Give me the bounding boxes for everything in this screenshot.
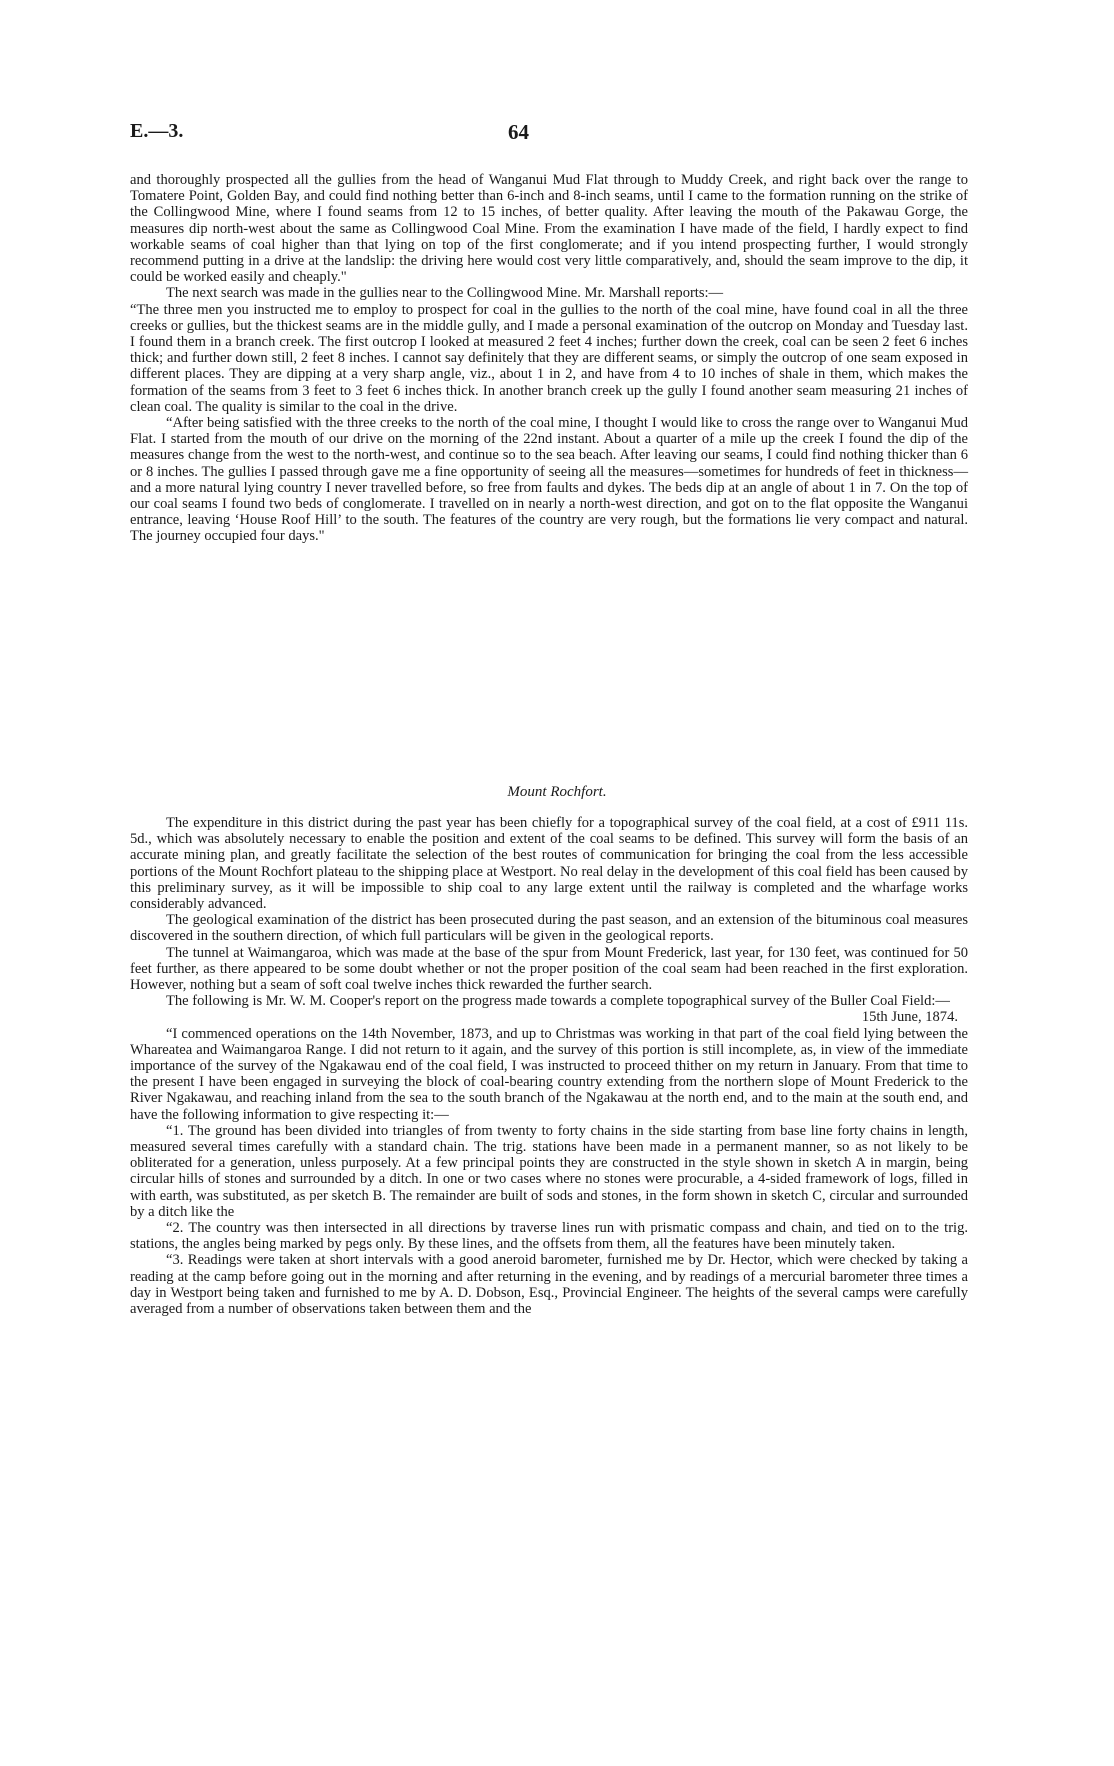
paragraph: “3. Readings were taken at short intervals with a good aneroid barometer, furnished me by Dr. Hector, which were checked by taking a reading at the camp before going out in the morning and after returning in the evening, and by readings of a mercurial barometer three times a day in Westport being taken and furnished to me by A. D. Dobson, Esq., Provincial Engineer. The heights of the several camps were carefully averaged from a number of observations taken between them and the — [130, 1252, 968, 1318]
report-date: 15th June, 1874. — [861, 1009, 958, 1026]
paragraph: “The three men you instructed me to employ to prospect for coal in the gullies to the north of the coal mine, have found coal in all the three creeks or gullies, but the thickest seams are in the middle gully, and I made a personal examination of the outcrop on Monday and Tuesday last. I found them in a branch creek. The first outcrop I looked at measured 2 feet 4 inches; further down the creek, coal can be seen 2 feet 6 inches thick; and further down still, 2 feet 8 inches. I cannot say definitely that they are different seams, or simply the outcrop of one seam exposed in different places. They are dipping at a very sharp angle, viz., about 1 in 2, and have from 4 to 10 inches of shale in them, which makes the formation of the seams from 3 feet to 3 feet 6 inches thick. In another branch creek up the gully I found another seam measuring 21 inches of clean coal. The quality is similar to the coal in the drive. — [130, 301, 968, 415]
document-reference: E.—3. — [130, 120, 184, 142]
body-text-upper — [130, 172, 968, 545]
paragraph: The geological examination of the district has been prosecuted during the past season, and an extension of the bituminous coal measures discovered in the southern direction, of which full particulars will be given in the geological reports. — [130, 912, 968, 945]
body-text-lower — [130, 815, 968, 1317]
paragraph: “After being satisfied with the three creeks to the north of the coal mine, I thought I would like to cross the range over to Wanganui Mud Flat. I started from the mouth of our drive on the morning of the 22nd instant. About a quarter of a mile up the creek I found the dip of the measures change from the west to the north-west, and continue so to the sea beach. After leaving our seams, I could find nothing thicker than 6 or 8 inches. The gullies I passed through gave me a fine opportunity of seeing all the measures—sometimes for hundreds of feet in thickness—and a more natural lying country I never travelled before, so free from faults and dykes. The beds dip at an angle of about 1 in 7. On the top of our coal seams I found two beds of conglomerate. I travelled on in nearly a north-west direction, and got on to the flat opposite the Wanganui entrance, leaving ‘House Roof Hill’ to the south. The features of the country are very rough, but the formations lie very compact and natural. The journey occupied four days." — [130, 415, 968, 545]
paragraph: The next search was made in the gullies near to the Collingwood Mine. Mr. Marshall reports:— — [166, 285, 724, 302]
paragraph: The expenditure in this district during the past year has been chiefly for a topographical survey of the coal field, at a cost of £911 11s. 5d., which was absolutely necessary to enable the position and extent of the coal seams to be defined. This survey will form the basis of an accurate mining plan, and greatly facilitate the selection of the best routes of communication for bringing the coal from the less accessible portions of the Mount Rochfort plateau to the shipping place at Westport. No real delay in the development of this coal field has been caused by this preliminary survey, as it will be impossible to ship coal to any large extent until the railway is completed and the wharfage works considerably advanced. — [130, 815, 968, 913]
paragraph: “I commenced operations on the 14th November, 1873, and up to Christmas was working in that part of the coal field lying between the Whareatea and Waimangaroa Range. I did not return to it again, and the survey of this portion is still incomplete, as, in view of the immediate importance of the survey of the Ngakawau end of the coal field, I was instructed to proceed thither on my return in January. From that time to the present I have been engaged in surveying the block of coal-bearing country extending from the northern slope of Mount Frederick to the River Ngakawau, and reaching inland from the sea to the south branch of the Ngakawau at the north end, and to the main at the south end, and have the following information to give respecting it:— — [130, 1025, 968, 1123]
paragraph: The tunnel at Waimangaroa, which was made at the base of the spur from Mount Frederick, last year, for 130 feet, was continued for 50 feet further, as there appeared to be some doubt whether or not the proper position of the coal seam had been reached in the first exploration. However, nothing but a seam of soft coal twelve inches thick rewarded the further search. — [130, 944, 968, 994]
page-number: 64 — [508, 120, 529, 144]
paragraph: “1. The ground has been divided into triangles of from twenty to forty chains in the side starting from base line forty chains in length, measured several times carefully with a standard chain. The trig. stations have been made in a permanent manner, so as not likely to be obliterated for a generation, unless purposely. At a few principal points they are constructed in the style shown in sketch A in margin, being circular hills of stones and surrounded by a ditch. In one or two cases where no stones were procurable, a 4-sided framework of logs, filled in with earth, was substituted, as per sketch B. The remainder are built of sods and stones, in the form shown in sketch C, circular and surrounded by a ditch like the — [130, 1122, 968, 1220]
paragraph: “2. The country was then intersected in all directions by traverse lines run with prismatic compass and chain, and tied on to the trig. stations, the angles being marked by pegs only. By these lines, and the offsets from them, all the features have been minutely taken. — [130, 1220, 968, 1253]
section-heading: Mount Rochfort. — [507, 784, 607, 800]
paragraph: The following is Mr. W. M. Cooper's report on the progress made towards a complete topographical survey of the Buller Coal Field:— — [166, 993, 950, 1010]
paragraph: and thoroughly prospected all the gullies from the head of Wanganui Mud Flat through to Muddy Creek, and right back over the range to Tomatere Point, Golden Bay, and could find nothing better than 6-inch and 8-inch seams, until I came to the formation running on the strike of the Collingwood Mine, where I found seams from 12 to 15 inches, of better quality. After leaving the mouth of the Pakawau Gorge, the measures dip north-west about the same as Collingwood Coal Mine. From the examination I have made of the field, I hardly expect to find workable seams of coal higher than that lying on top of the first conglomerate; and if you intend prospecting further, I would strongly recommend putting in a drive at the landslip: the driving here would cost very little comparatively, and, should the seam improve to the dip, it could be worked easily and cheaply." — [130, 172, 968, 286]
